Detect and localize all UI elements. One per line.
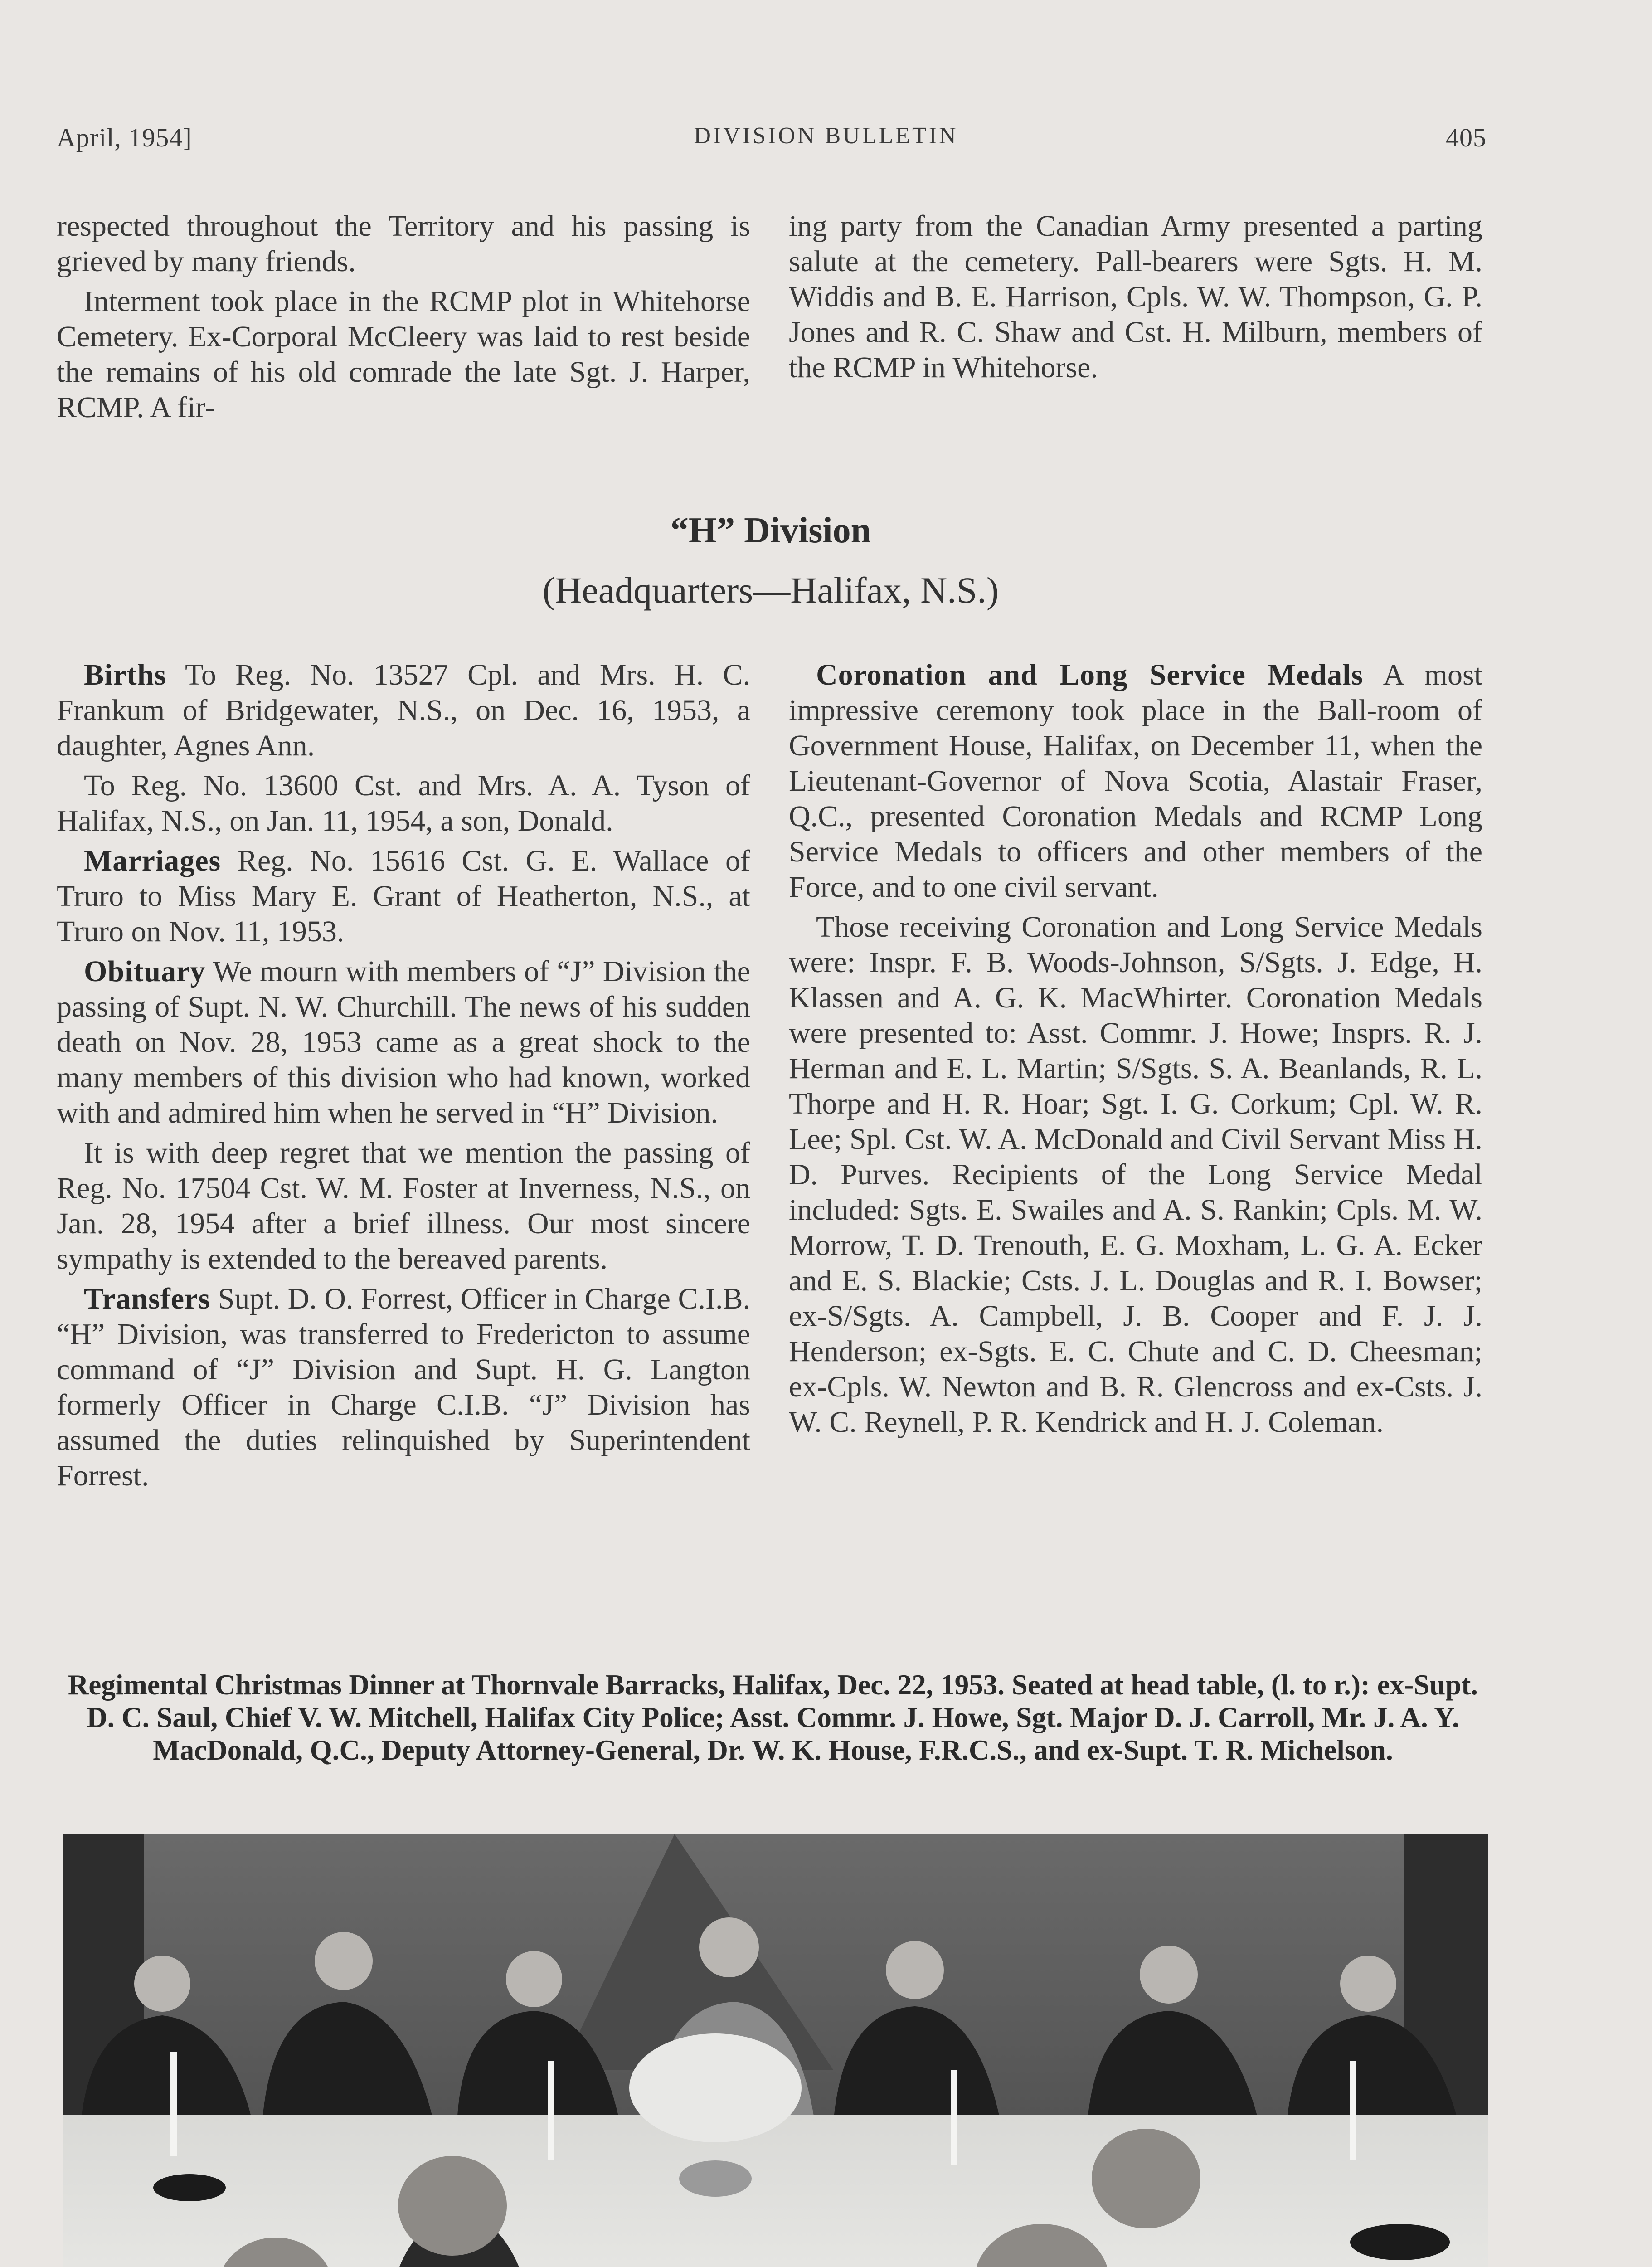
obituary-paragraph: Obituary We mourn with members of “J” Division the passing of Supt. N. W. Churchill. The news of his sudden death on Nov. 28, 1953 came as a great shock to the many members of this division who had known, worked with and admired him when he served in “H” Division. <box>57 955 751 1129</box>
continued-text-left-column <box>57 209 750 425</box>
continued-text-right-column <box>789 209 1482 385</box>
births-paragraph: Births To Reg. No. 13527 Cpl. and Mrs. H. C. Frankum of Bridgewater, N.S., on Dec. 16, 1953, a daughter, Agnes Ann. <box>57 658 750 762</box>
medals-paragraph: Coronation and Long Service Medals A most impressive ceremony took place in the Ball-room of Government House, Halifax, on December 11, when the Lieutenant-Governor of Nova Scotia, Alastair Fraser, Q.C., presented Coronation Medals and RCMP Long Service Medals to officers and other members of the Force, and to one civil servant. <box>789 658 1482 904</box>
section-subtitle: (Headquarters—Halifax, N.S.) <box>542 569 999 611</box>
paragraph: Interment took place in the RCMP plot in Whitehorse Cemetery. Ex-Corporal McCleery was laid to rest beside the remains of his old comrade the late Sgt. J. Harper, RCMP. A fir- <box>57 285 750 424</box>
paragraph: It is with deep regret that we mention the passing of Reg. No. 17504 Cst. W. M. Foster at Inverness, N.S., on Jan. 28, 1954 after a brief illness. Our most sincere sympathy is extended to the bereaved parents. <box>57 1136 750 1275</box>
paragraph: respected throughout the Territory and his passing is grieved by many friends. <box>57 209 750 278</box>
running-head-title: DIVISION BULLETIN <box>694 123 958 149</box>
transfers-paragraph: Transfers Supt. D. O. Forrest, Officer in Charge C.I.B. “H” Division, was transferred to Fredericton to assume command of “J” Division and Supt. H. G. Langton formerly Officer in Charge C.I.B. “J” Division has assumed the duties relinquished by Superintendent Forrest. <box>57 1282 750 1492</box>
marriages-paragraph: Marriages Reg. No. 15616 Cst. G. E. Wallace of Truro to Miss Mary E. Grant of Heatherton, N.S., at Truro on Nov. 11, 1953. <box>57 844 751 948</box>
section-title: “H” Division <box>670 511 871 550</box>
medals-heading: Coronation and Long Service Medals <box>816 658 1364 691</box>
christmas-dinner-photo <box>63 1834 1488 2267</box>
obituary-heading: Obituary <box>84 955 206 988</box>
paragraph: ing party from the Canadian Army presented a parting salute at the cemetery. Pall-bearers were Sgts. H. M. Widdis and B. E. Harrison, Cpls. W. W. Thompson, G. P. Jones and R. C. Shaw and Cst. H. Milburn, members of the RCMP in Whitehorse. <box>789 209 1482 384</box>
division-news-right-column <box>789 657 1482 1440</box>
division-news-left-column <box>57 657 750 1493</box>
paragraph: Those receiving Coronation and Long Service Medals were: Inspr. F. B. Woods-Johnson, S/Sgts. J. Edge, H. Klassen and A. G. K. MacWhirter. Coronation Medals were presented to: Asst. Commr. J. Howe; Insprs. R. J. Herman and E. L. Martin; S/Sgts. S. A. Beanlands, R. L. Thorpe and H. R. Hoar; Sgt. I. G. Corkum; Cpl. W. R. Lee; Spl. Cst. W. A. McDonald and Civil Servant Miss H. D. Purves. Recipients of the Long Service Medal included: Sgts. E. Swailes and A. S. Rankin; Cpls. M. W. Morrow, T. D. Trenouth, E. G. Moxham, L. G. A. Ecker and E. S. Blackie; Csts. J. L. Douglas and R. I. Bowser; ex-S/Sgts. A. Campbell, J. B. Cooper and F. J. J. Henderson; ex-Sgts. E. C. Chute and C. D. Cheesman; ex-Cpls. W. Newton and B. R. Glencross and ex-Csts. J. W. C. Reynell, P. R. Kendrick and H. J. Coleman. <box>789 910 1482 1439</box>
marriages-heading: Marriages <box>84 844 221 877</box>
paragraph: To Reg. No. 13600 Cst. and Mrs. A. A. Tyson of Halifax, N.S., on Jan. 11, 1954, a son, Donald. <box>57 769 750 837</box>
photo-caption: Regimental Christmas Dinner at Thornvale Barracks, Halifax, Dec. 22, 1953. Seated at head table, (l. to r.): ex-Supt. D. C. Saul, Chief V. W. Mitchell, Halifax City Police; Asst. Commr. J. Howe, Sgt. Major D. J. Carroll, Mr. J. A. Y. MacDonald, Q.C., Deputy Attorney-General, Dr. W. K. House, F.R.C.S., and ex-Supt. T. R. Michelson. <box>68 1669 1478 1766</box>
births-heading: Births <box>84 658 167 691</box>
transfers-heading: Transfers <box>84 1282 211 1315</box>
page-number: 405 <box>1446 123 1487 152</box>
running-head-date: April, 1954] <box>57 123 192 152</box>
